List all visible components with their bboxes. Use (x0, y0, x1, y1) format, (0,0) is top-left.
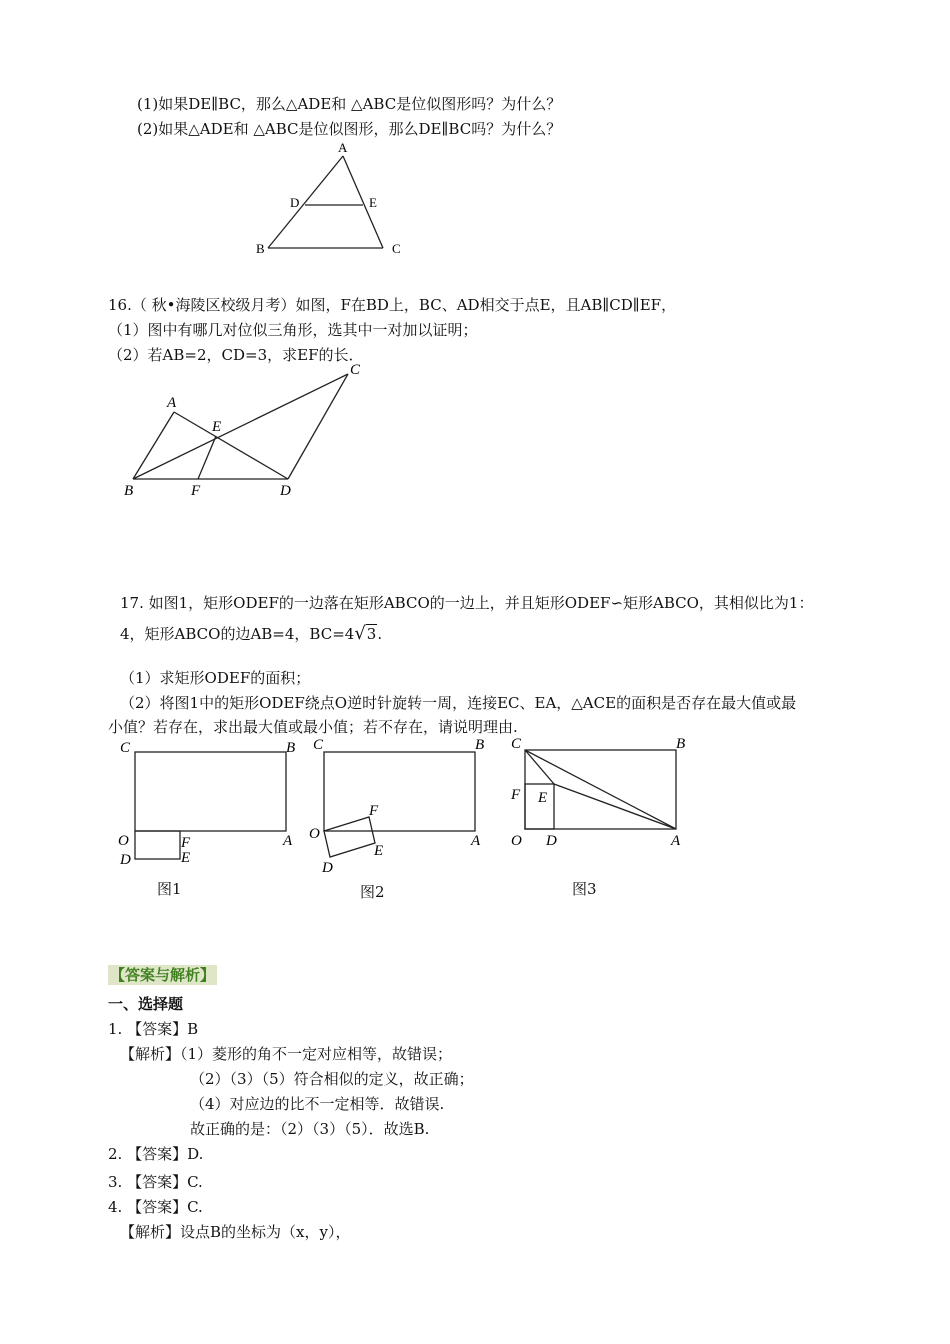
q17-figure-1 (112, 735, 302, 875)
fig3-label-a: A (671, 833, 681, 849)
fig3-label-o: O (511, 833, 522, 849)
q16-label-c: C (350, 362, 361, 378)
q16-label-a: A (167, 395, 177, 411)
q15-line1: (1)如果DE∥BC，那么△ADE和 △ABC是位似图形吗？为什么？ (137, 95, 562, 113)
q16-label-b: B (124, 483, 134, 499)
answer-4: 4. 【答案】C. (108, 1198, 203, 1216)
section-title: 一、选择题 (108, 995, 184, 1013)
answer-3: 3. 【答案】C. (108, 1173, 203, 1191)
fig2-label-d: D (322, 860, 333, 875)
q15-line2: (2)如果△ADE和 △ABC是位似图形，那么DE∥BC吗？为什么？ (137, 120, 562, 138)
fig2-label-c: C (313, 737, 324, 753)
fig2-label-o: O (309, 826, 320, 842)
answer-1-explanation-1: 【解析】（1）菱形的角不一定对应相等，故错误； (120, 1045, 453, 1063)
q15-label-d: D (290, 195, 300, 210)
fig1-label-d: D (120, 852, 131, 868)
q17-figure-3 (505, 733, 705, 873)
fig1-label-b: B (286, 740, 296, 756)
fig3-label-f: F (511, 787, 521, 803)
q17-line4: （2）将图1中的矩形ODEF绕点O逆时针旋转一周，连接EC、EA，△ACE的面积是否存在最大值或最 (120, 694, 797, 712)
q17-line3: （1）求矩形ODEF的面积； (120, 669, 311, 687)
sqrt-sign-icon: √ (354, 623, 366, 644)
fig1-label-e: E (181, 850, 191, 866)
fig2-label-b: B (475, 737, 485, 753)
fig1-label-o: O (118, 833, 129, 849)
q15-triangle-figure (250, 138, 420, 260)
fig3-label-e: E (538, 790, 548, 806)
fig2-label-e: E (374, 843, 384, 859)
fig2-caption: 图2 (360, 883, 385, 901)
q16-label-f: F (191, 483, 201, 499)
answer-1: 1. 【答案】B (108, 1020, 199, 1038)
answer-1-explanation-2: （2）（3）（5）符合相似的定义，故正确； (190, 1070, 474, 1088)
q17-figure-2 (305, 735, 495, 875)
fig1-label-a: A (283, 833, 293, 849)
q17-line2-end: . (377, 625, 383, 643)
fig3-label-b: B (676, 736, 686, 752)
q17-line5: 小值？若存在，求出最大值或最小值；若不存在，请说明理由. (108, 718, 518, 736)
q17-sqrt-radicand: 3 (366, 625, 377, 643)
answer-1-explanation-4: 故正确的是：（2）（3）（5）．故选B. (190, 1120, 430, 1138)
fig1-label-f: F (181, 835, 191, 851)
q15-label-a: A (338, 140, 348, 155)
fig1-label-c: C (120, 740, 131, 756)
q16-line3: （2）若AB=2，CD=3，求EF的长． (108, 346, 364, 364)
answer-4-explanation: 【解析】设点B的坐标为（x，y）， (120, 1223, 351, 1241)
answer-1-explanation-3: （4）对应边的比不一定相等．故错误. (190, 1095, 445, 1113)
fig3-label-d: D (546, 833, 557, 849)
fig1-caption: 图1 (157, 880, 182, 898)
fig3-label-c: C (511, 736, 522, 752)
q17-line2-text: 4，矩形ABCO的边AB=4，BC=4 (120, 625, 355, 643)
q16-line2: （1）图中有哪几对位似三角形，选其中一对加以证明； (108, 321, 478, 339)
fig2-label-a: A (471, 833, 481, 849)
q16-label-e: E (212, 419, 222, 435)
q16-label-d: D (280, 483, 291, 499)
q16-line1: 16.（ 秋•海陵区校级月考）如图，F在BD上，BC、AD相交于点E，且AB∥CD∥EF， (108, 296, 677, 314)
q15-label-b: B (256, 241, 265, 256)
q16-figure (118, 360, 368, 500)
fig2-label-f: F (369, 803, 379, 819)
answers-header: 【答案与解析】 (110, 966, 216, 984)
q17-line2 (120, 624, 382, 644)
q17-line1: 17. 如图1，矩形ODEF的一边落在矩形ABCO的一边上，并且矩形ODEF∽矩形ABCO，其相似比为1： (120, 594, 814, 612)
answer-2: 2. 【答案】D. (108, 1145, 204, 1163)
fig3-caption: 图3 (572, 880, 597, 898)
q15-label-e: E (369, 195, 377, 210)
q15-label-c: C (392, 241, 401, 256)
